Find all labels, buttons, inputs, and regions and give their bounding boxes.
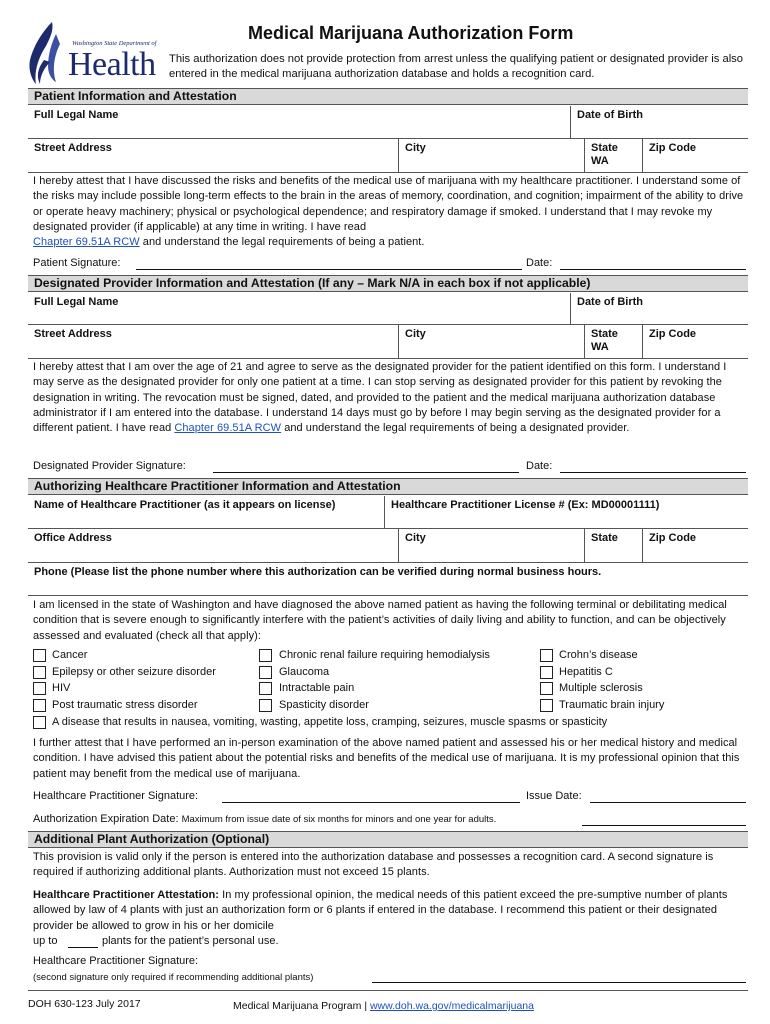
- patient-state-field: [584, 139, 642, 172]
- provider-dob-label: Date of Birth: [577, 296, 643, 308]
- provider-zip-field[interactable]: [642, 325, 748, 358]
- issue-date-label: Issue Date:: [526, 790, 582, 802]
- practitioner-further-text: I further attest that I have performed an in-person examination of the above named patient and assessed his or her medical history and medical condition. I have advised this patient about the potential risks and benefits of the medical use of marijuana. It is my professional opinion that this patient may benefit from the medical use of marijuana.: [33, 737, 740, 780]
- patient-attestation-end: and understand the legal requirements of being a patient.: [142, 236, 425, 249]
- patient-city-field[interactable]: [398, 139, 584, 172]
- footer-separator: |: [364, 1000, 368, 1012]
- provider-attestation-text: I hereby attest that I am over the age of 21 and agree to serve as the designated provider for the patient identified on this form. I understand I may serve as the designated provider for only one patient at a time. I can stop serving as designated provider for this patient by revoking the designation in writing. The revocation must be signed, dated, and provided to the patient and the medical marijuana authorization database administrator if I am entered into the database. I understand 14 days must go by before I may begin serving as the designated provider for a different patient. I have read: [33, 361, 727, 435]
- practitioner-name-field[interactable]: [28, 496, 384, 528]
- provider-state-value: WA: [591, 341, 609, 353]
- practitioner-license-field[interactable]: [384, 496, 748, 528]
- provider-attestation-end: and understand the legal requirements of being a designated provider.: [284, 422, 630, 435]
- patient-name-row: [28, 106, 748, 139]
- label-crohns: Crohn’s disease: [559, 649, 638, 661]
- expiration-label: Authorization Expiration Date:: [33, 813, 179, 825]
- label-ms: Multiple sclerosis: [559, 682, 643, 694]
- section-practitioner-header: Authorizing Healthcare Practitioner Information and Attestation: [28, 478, 748, 495]
- provider-state-label: State: [591, 328, 618, 340]
- provider-date-label: Date:: [526, 460, 553, 472]
- plants-signature-line[interactable]: [372, 982, 746, 983]
- practitioner-zip-label: Zip Code: [649, 532, 697, 544]
- provider-rcw-link[interactable]: Chapter 69.51A RCW: [174, 422, 282, 435]
- provider-name-row: [28, 293, 748, 325]
- plants-for-label: plants for the patient’s personal use.: [102, 935, 279, 947]
- provider-street-label: Street Address: [34, 328, 112, 340]
- patient-signature-line[interactable]: [136, 269, 522, 270]
- checkbox-ptsd[interactable]: [33, 699, 46, 712]
- checkbox-epilepsy[interactable]: [33, 666, 46, 679]
- patient-state-label: State: [591, 142, 618, 154]
- checkbox-crohns[interactable]: [540, 649, 553, 662]
- form-title: Medical Marijuana Authorization Form: [248, 23, 574, 43]
- provider-address-row: [28, 325, 748, 359]
- patient-zip-field[interactable]: [642, 139, 748, 172]
- patient-street-field[interactable]: [28, 139, 398, 172]
- plants-signature-note: (second signature only required if recommending additional plants): [33, 972, 314, 983]
- checkbox-cancer[interactable]: [33, 649, 46, 662]
- checkbox-spasticity[interactable]: [259, 699, 272, 712]
- practitioner-phone-row: [28, 563, 748, 596]
- footer-url-link[interactable]: www.doh.wa.gov/medicalmarijuana: [369, 1000, 534, 1012]
- expiration-note: Maximum from issue date of six months for minors and one year for adults.: [181, 814, 497, 825]
- patient-city-label: City: [405, 142, 426, 154]
- issue-date-line[interactable]: [590, 802, 746, 803]
- practitioner-name-row: [28, 496, 748, 529]
- label-ptsd: Post traumatic stress disorder: [52, 699, 198, 711]
- patient-full-name-field[interactable]: [28, 106, 570, 138]
- footer-doc-id: DOH 630-123 July 2017: [28, 998, 141, 1010]
- checkbox-nausea[interactable]: [33, 716, 46, 729]
- patient-rcw-link[interactable]: Chapter 69.51A RCW: [33, 236, 140, 249]
- label-hepatitis: Hepatitis C: [559, 666, 613, 678]
- plants-attestation-label: Healthcare Practitioner Attestation:: [33, 889, 219, 901]
- practitioner-city-label: City: [405, 532, 426, 544]
- patient-zip-label: Zip Code: [649, 142, 697, 154]
- patient-full-name-label: Full Legal Name: [34, 109, 119, 121]
- label-renal: Chronic renal failure requiring hemodialysis: [279, 649, 490, 661]
- checkbox-renal[interactable]: [259, 649, 272, 662]
- provider-signature-label: Designated Provider Signature:: [33, 460, 186, 472]
- form-subtitle: This authorization does not provide protection from arrest unless the qualifying patient or designated provider is also entered in the medical marijuana authorization database and holds a recognition card.: [169, 53, 743, 80]
- plants-signature-label: Healthcare Practitioner Signature:: [33, 955, 199, 967]
- doh-logo: [22, 20, 162, 88]
- practitioner-state-label: State: [591, 532, 618, 544]
- practitioner-licensed-text: I am licensed in the state of Washington and have diagnosed the above named patient as having the following terminal or debilitating medical condition that is severe enough to significantly interfere with the patient’s activities of daily living and ability to function, and can be objectively assessed and evaluated (check all that apply):: [33, 599, 727, 642]
- practitioner-office-field[interactable]: [28, 529, 398, 562]
- provider-signature-line[interactable]: [213, 472, 519, 473]
- checkbox-hepatitis[interactable]: [540, 666, 553, 679]
- label-nausea: A disease that results in nausea, vomiting, wasting, appetite loss, cramping, seizures, muscle spasms or spasticity: [52, 716, 608, 728]
- practitioner-signature-label: Healthcare Practitioner Signature:: [33, 790, 199, 802]
- practitioner-state-field[interactable]: [584, 529, 642, 562]
- patient-dob-field[interactable]: [570, 106, 748, 138]
- label-glaucoma: Glaucoma: [279, 666, 330, 678]
- provider-date-line[interactable]: [560, 472, 746, 473]
- section-plants-header: Additional Plant Authorization (Optional): [28, 831, 748, 848]
- practitioner-office-label: Office Address: [34, 532, 112, 544]
- expiration-date-line[interactable]: [582, 825, 746, 826]
- provider-state-field: [584, 325, 642, 358]
- patient-dob-label: Date of Birth: [577, 109, 643, 121]
- patient-signature-label: Patient Signature:: [33, 257, 121, 269]
- practitioner-address-row: [28, 529, 748, 563]
- footer-divider: [28, 990, 748, 991]
- patient-address-row: [28, 139, 748, 173]
- practitioner-zip-field[interactable]: [642, 529, 748, 562]
- provider-city-label: City: [405, 328, 426, 340]
- logo-department-text: Washington State Department of: [72, 40, 157, 47]
- footer-program-name: Medical Marijuana Program: [233, 1000, 362, 1012]
- provider-zip-label: Zip Code: [649, 328, 697, 340]
- checkbox-glaucoma[interactable]: [259, 666, 272, 679]
- plants-attestation: [33, 888, 745, 934]
- label-tbi: Traumatic brain injury: [559, 699, 665, 711]
- checkbox-ms[interactable]: [540, 682, 553, 695]
- expiration-label-group: [33, 813, 496, 825]
- checkbox-tbi[interactable]: [540, 699, 553, 712]
- footer-program: [233, 1000, 534, 1012]
- label-pain: Intractable pain: [279, 682, 355, 694]
- checkbox-pain[interactable]: [259, 682, 272, 695]
- provider-dob-field[interactable]: [570, 293, 748, 324]
- practitioner-city-field[interactable]: [398, 529, 584, 562]
- section-provider-header: Designated Provider Information and Attestation (If any – Mark N/A in each box if not applicable): [28, 275, 748, 292]
- label-spasticity: Spasticity disorder: [279, 699, 369, 711]
- logo-health-text: Health: [68, 46, 156, 83]
- plants-provision-text: This provision is valid only if the person is entered into the authorization database and possesses a recognition card. A second signature is required if authorizing additional plants. Authorization must not exceed 15 plants.: [33, 851, 714, 879]
- provider-street-field[interactable]: [28, 325, 398, 358]
- provider-full-name-label: Full Legal Name: [34, 296, 119, 308]
- section-patient-header: Patient Information and Attestation: [28, 88, 748, 105]
- practitioner-phone-field[interactable]: [28, 563, 748, 595]
- practitioner-signature-line[interactable]: [222, 802, 520, 803]
- provider-attestation: [33, 360, 745, 436]
- provider-full-name-field[interactable]: [28, 293, 570, 324]
- patient-date-label: Date:: [526, 257, 553, 269]
- label-cancer: Cancer: [52, 649, 88, 661]
- plants-up-to-label: up to: [33, 935, 58, 947]
- plants-attestation-text: In my professional opinion, the medical needs of this patient exceed the pre-sumptive number of plants allowed by law of 4 plants with just an authorization form or 6 plants if entered in the database. I recommend this patient or their designated provider be allowed to grow in his or her domicile: [33, 889, 728, 932]
- provider-city-field[interactable]: [398, 325, 584, 358]
- patient-date-line[interactable]: [560, 269, 746, 270]
- patient-attestation-text: I hereby attest that I have discussed the risks and benefits of the medical use of marijuana with my healthcare practitioner. I understand some of the risks may include possible long-term effects to the brain in the areas of memory, coordination, and cognition; impairment of the ability to drive or operate heavy machinery; physical or psychological dependence; and respiratory damage if smoked. I understand that I may revoke my designated provider (if applicable) at any time in writing. I have read: [33, 175, 744, 233]
- plants-count-line[interactable]: [68, 947, 98, 948]
- checkbox-hiv[interactable]: [33, 682, 46, 695]
- label-hiv: HIV: [52, 682, 71, 694]
- label-epilepsy: Epilepsy or other seizure disorder: [52, 666, 216, 678]
- patient-attestation: [33, 174, 745, 250]
- practitioner-license-label: Healthcare Practitioner License # (Ex: MD00001111): [391, 499, 660, 511]
- patient-state-value: WA: [591, 155, 609, 167]
- patient-street-label: Street Address: [34, 142, 112, 154]
- practitioner-phone-label: Phone (Please list the phone number where this authorization can be verified during normal business hours.: [34, 566, 602, 578]
- practitioner-name-label: Name of Healthcare Practitioner (as it appears on license): [34, 499, 336, 511]
